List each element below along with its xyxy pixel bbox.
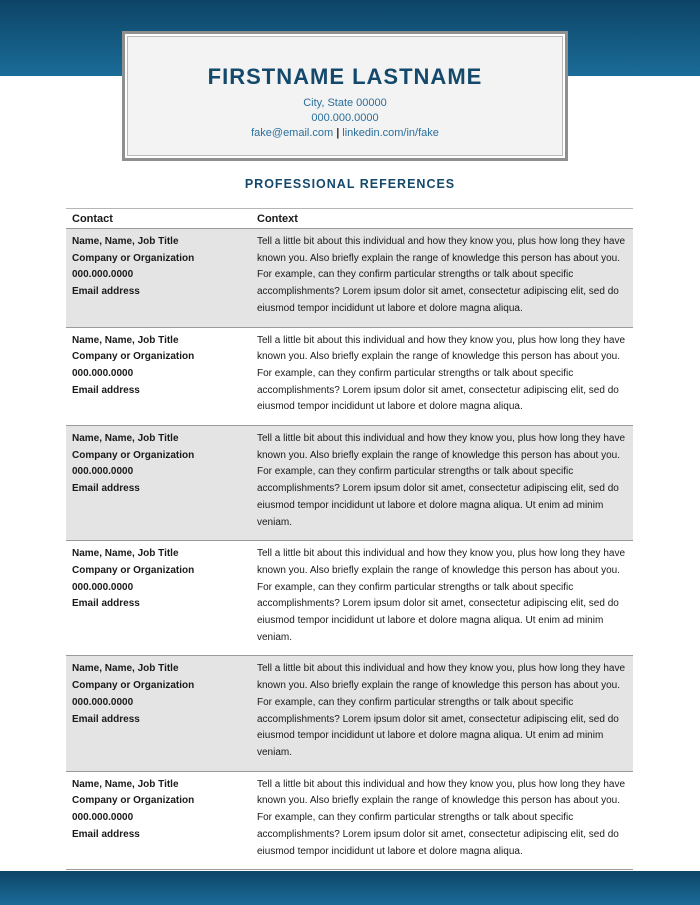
reference-name: Name, Name, Job Title <box>72 236 179 247</box>
reference-phone: 000.000.0000 <box>72 696 134 708</box>
table-header <box>66 209 633 228</box>
reference-phone: 000.000.0000 <box>72 812 134 824</box>
references-table <box>66 208 633 870</box>
reference-contact <box>66 431 257 531</box>
reference-email: Email address <box>72 384 140 396</box>
reference-contact <box>66 661 257 761</box>
reference-name: Name, Name, Job Title <box>72 334 179 346</box>
reference-company: Company or Organization <box>72 252 195 264</box>
reference-context: Tell a little bit about this individual and how they know you, plus how long they have known you. Also briefly explain the range of knowledge this person has about you. For example, can they confirm particular strengths or talk about specific accomplishments? Lorem ipsum dolor sit amet, consectetur adipiscing elit, sed do eiusmod tempor incididunt ut labore et dolore magna aliqua. <box>257 778 626 857</box>
reference-context: Tell a little bit about this individual and how they know you, plus how long they have known you. Also briefly explain the range of knowledge this person has about you. For example, can they confirm particular strengths or talk about specific accomplishments? Lorem ipsum dolor sit amet, consectetur adipiscing elit, sed do eiusmod tempor incididunt ut labore et dolore magna aliqua. Ut enim ad minim veniam. <box>257 433 626 528</box>
reference-email: Email address <box>72 598 140 610</box>
reference-email: Email address <box>72 828 140 840</box>
table-row <box>66 771 633 871</box>
reference-company: Company or Organization <box>72 351 195 363</box>
reference-email: Email address <box>72 483 140 495</box>
reference-context: Tell a little bit about this individual and how they know you, plus how long they have known you. Also briefly explain the range of knowledge this person has about you. For example, can they confirm particular strengths or talk about specific accomplishments? Lorem ipsum dolor sit amet, consectetur adipiscing elit, sed do eiusmod tempor incididunt ut labore et dolore magna aliqua. Ut enim ad minim veniam. <box>257 663 626 758</box>
reference-name: Name, Name, Job Title <box>72 778 179 790</box>
reference-company: Company or Organization <box>72 680 195 692</box>
table-row <box>66 228 633 327</box>
reference-phone: 000.000.0000 <box>72 581 134 593</box>
reference-context: Tell a little bit about this individual and how they know you, plus how long they have known you. Also briefly explain the range of knowledge this person has about you. For example, can they confirm particular strengths or talk about specific accomplishments? Lorem ipsum dolor sit amet, consectetur adipiscing elit, sed do eiusmod tempor incididunt ut labore et dolore magna aliqua. Ut enim ad minim veniam. <box>257 548 626 643</box>
reference-name: Name, Name, Job Title <box>72 663 179 675</box>
email-link[interactable]: fake@email.com <box>251 127 334 139</box>
table-row <box>66 540 633 655</box>
reference-context: Tell a little bit about this individual and how they know you, plus how long they have known you. Also briefly explain the range of knowledge this person has about you. For example, can they confirm particular strengths or talk about specific accomplishments? Lorem ipsum dolor sit amet, consectetur adipiscing elit, sed do eiusmod tempor incididunt ut labore et dolore magna aliqua. <box>257 334 626 413</box>
reference-context: Tell a little bit about this individual and how they know you, plus how long they have known you. Also briefly explain the range of knowledge this person has about you. For example, can they confirm particular strengths or talk about specific accomplishments? Lorem ipsum dolor sit amet, consectetur adipiscing elit, sed do eiusmod tempor incididunt ut labore et dolore magna aliqua. <box>257 236 626 314</box>
header-contact: Contact <box>72 212 113 225</box>
reference-email: Email address <box>72 713 140 725</box>
table-row <box>66 425 633 540</box>
table-row <box>66 655 633 770</box>
reference-phone: 000.000.0000 <box>72 367 134 379</box>
reference-name: Name, Name, Job Title <box>72 548 179 560</box>
reference-contact <box>66 234 257 318</box>
reference-contact <box>66 333 257 417</box>
linkedin-link[interactable]: linkedin.com/in/fake <box>342 127 439 139</box>
table-row <box>66 327 633 426</box>
phone: 000.000.0000 <box>311 112 379 124</box>
location: City, State 00000 <box>303 97 387 109</box>
header-box <box>122 31 568 161</box>
reference-contact <box>66 777 257 861</box>
reference-name: Name, Name, Job Title <box>72 433 179 445</box>
bottom-accent-band <box>0 871 700 905</box>
reference-company: Company or Organization <box>72 449 195 461</box>
email-linkedin-line <box>125 126 565 141</box>
full-name: FIRSTNAME LASTNAME <box>207 64 483 89</box>
header-context: Context <box>257 212 298 225</box>
reference-email: Email address <box>72 286 140 298</box>
reference-company: Company or Organization <box>72 795 195 807</box>
section-title: PROFESSIONAL REFERENCES <box>244 177 456 191</box>
separator: | <box>336 127 340 139</box>
reference-contact <box>66 546 257 646</box>
reference-company: Company or Organization <box>72 564 195 576</box>
reference-phone: 000.000.0000 <box>72 269 134 281</box>
reference-phone: 000.000.0000 <box>72 466 134 478</box>
